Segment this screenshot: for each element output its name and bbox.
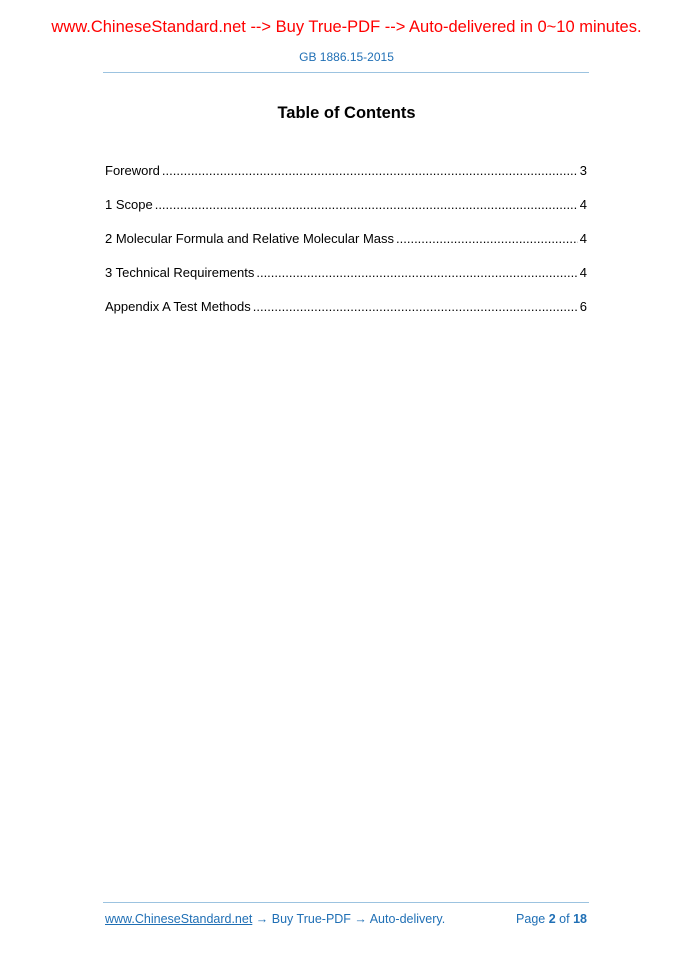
toc-leader-dots <box>256 265 577 281</box>
footer-promo-text: → Buy True-PDF → Auto-delivery. <box>252 912 446 926</box>
toc-entry-page: 6 <box>579 299 587 314</box>
toc-entry-page: 4 <box>579 197 587 212</box>
page-footer <box>105 912 587 926</box>
footer-site-link[interactable]: www.ChineseStandard.net <box>105 912 253 926</box>
toc-entry-technical-requirements[interactable] <box>105 265 587 299</box>
toc-leader-dots <box>253 299 578 315</box>
toc-entry-label: Appendix A Test Methods <box>105 299 251 314</box>
toc-entry-appendix-a[interactable] <box>105 299 587 333</box>
toc-entry-foreword[interactable] <box>105 163 587 197</box>
toc-leader-dots <box>396 231 578 247</box>
of-word: of <box>559 912 570 926</box>
footer-promo <box>105 912 445 926</box>
toc-entry-molecular-formula[interactable] <box>105 231 587 265</box>
page-indicator <box>516 912 587 926</box>
toc-entry-scope[interactable] <box>105 197 587 231</box>
promo-banner[interactable]: www.ChineseStandard.net --> Buy True-PDF --> Auto-delivered in 0~10 minutes. <box>51 18 642 36</box>
toc-entry-label: 2 Molecular Formula and Relative Molecular Mass <box>105 231 395 246</box>
toc-entry-page: 4 <box>579 265 587 280</box>
toc-leader-dots <box>155 197 578 213</box>
toc-entry-page: 4 <box>579 231 587 246</box>
footer-divider <box>103 902 589 903</box>
total-pages: 18 <box>573 912 587 926</box>
toc-entry-label: 3 Technical Requirements <box>105 265 255 280</box>
document-id: GB 1886.15-2015 <box>299 50 394 64</box>
header-divider <box>103 72 589 73</box>
table-of-contents <box>105 163 587 333</box>
page-title: Table of Contents <box>277 104 416 122</box>
page-word: Page <box>516 912 546 926</box>
toc-entry-page: 3 <box>579 163 587 178</box>
toc-leader-dots <box>162 163 578 179</box>
current-page-number: 2 <box>548 912 556 926</box>
toc-entry-label: Foreword <box>105 163 160 178</box>
toc-entry-label: 1 Scope <box>105 197 153 212</box>
